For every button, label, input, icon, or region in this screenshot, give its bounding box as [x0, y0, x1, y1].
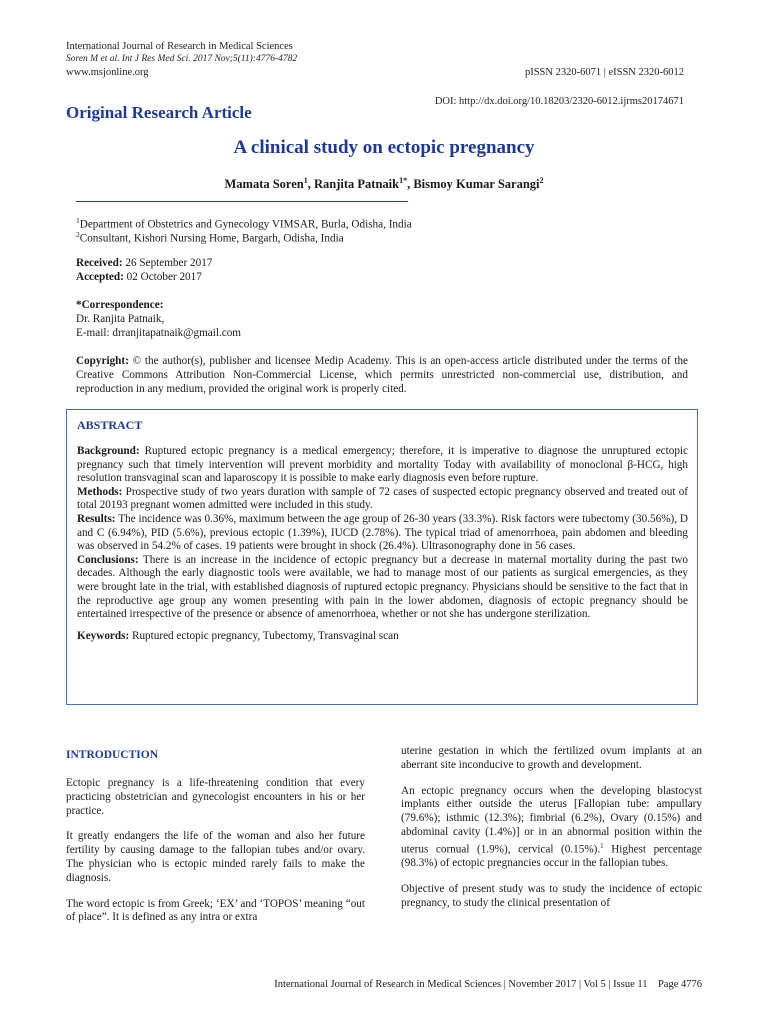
divider	[76, 201, 408, 202]
paragraph: It greatly endangers the life of the woman and also her future fertility by causing damage to the fallopian tubes and/or ovary. The physician who is ectopic minded rarely fails to make the diagnosis.	[66, 830, 365, 884]
page-footer: International Journal of Research in Medical Sciences | November 2017 | Vol 5 | Issue 11 Page 4776	[274, 979, 702, 990]
copyright-notice	[76, 354, 688, 396]
author-affiliation-mark: 1	[303, 176, 308, 185]
abstract-background: Background: Ruptured ectopic pregnancy is a medical emergency; therefore, it is imperative to diagnose the unruptured ectopic pregnancy such that timely intervention will prevent morbidity and mortality Today with availability of monoclonal β-HCG, high resolution transvaginal scan and laparoscopy it is possible to make early diagnosis even before rupture.	[77, 445, 688, 485]
author-name: Mamata Soren	[224, 177, 304, 192]
received-label: Received:	[76, 257, 123, 269]
abstract-body	[77, 445, 688, 643]
author-name: Ranjita Patnaik	[314, 177, 400, 192]
paragraph: The word ectopic is from Greek; ‘EX’ and ‘TOPOS’ meaning “out of place”. It is defined as any intra or extra	[66, 897, 365, 924]
left-column	[66, 777, 365, 937]
paragraph: An ectopic pregnancy occurs when the developing blastocyst implants either outside the uterus [Fallopian tube: ampullary (79.6%); isthmic (12.3%); fimbrial (6.2%), Ovary (0.15%) and abdominal cavity (1.4%)] or in an abnormal position within the uterus cornual (1.9%), cervical (0.15%).$^1$ Highest percentage (98.3%) of ectopic pregnancies occur in the fallopian tubes.	[401, 784, 703, 870]
affiliation	[76, 228, 344, 246]
author-affiliation-mark: 1*	[399, 176, 408, 185]
abstract-heading: ABSTRACT	[77, 418, 143, 432]
received-value: 26 September 2017	[125, 257, 213, 269]
correspondence-label: *Correspondence:	[76, 299, 164, 311]
author-list: Mamata Soren$^1$, Ranjita Patnaik$^{1*}$, Bismoy Kumar Sarangi$^2$	[224, 176, 544, 192]
doi-link[interactable]: DOI: http://dx.doi.org/10.18203/2320-6012.ijrms20174671	[434, 96, 684, 107]
article-type: Original Research Article	[66, 103, 252, 122]
website-link[interactable]: www.msjonline.org	[66, 67, 149, 78]
affiliation-mark: 2	[76, 230, 80, 239]
correspondence-name: Dr. Ranjita Patnaik,	[76, 313, 165, 325]
received-date	[76, 256, 212, 270]
accepted-date	[76, 270, 202, 284]
author-affiliation-mark: 2	[539, 176, 544, 185]
paragraph: Ectopic pregnancy is a life-threatening condition that every practicing obstetrician and gynecologist encounters in his or her practice.	[66, 777, 365, 817]
citation: Soren M et al. Int J Res Med Sci. 2017 Nov;5(11):4776-4782	[66, 54, 298, 64]
right-column	[401, 745, 702, 923]
author-name: Bismoy Kumar Sarangi	[413, 177, 540, 192]
affiliation-text: Consultant, Kishori Nursing Home, Bargarh, Odisha, India	[79, 232, 344, 245]
issn: pISSN 2320-6071 | eISSN 2320-6012	[524, 67, 684, 78]
paragraph: uterine gestation in which the fertilized ovum implants at an aberrant site inconducive to growth and development.	[401, 745, 702, 771]
abstract-conclusions: Conclusions: There is an increase in the incidence of ectopic pregnancy but a decrease in maternal mortality during the past two decades. Although the early diagnostic tools were available, we had to manage most of our patients as surgical emergencies, as they were brought late in the trial, with established diagnosis of ruptured ectopic pregnancy. Physicians should be sensitive to the fact that in the reproductive age group any women presenting with pain in the lower abdomen, diagnosis of ectopic pregnancy should be entertained irrespective of the presence or absence of amenorrhoea, whether or not she has undergone sterilization.	[77, 553, 688, 621]
introduction-heading: INTRODUCTION	[66, 749, 159, 761]
affiliation-mark: 1	[76, 216, 80, 225]
abstract-results: Results: The incidence was 0.36%, maximum between the age group of 26-30 years (33.3%). Risk factors were tubectomy (30.56%), D and C (6.94%), PID (5.6%), previous ectopic (1.39%), IUCD (2.78%). The typical triad of amenorrhoea, pain abdomen and bleeding was observed in 54.2% of cases. 19 patients were brought in shock (26.4%). Ultrasonography done in 56 cases.	[77, 512, 688, 553]
accepted-label: Accepted:	[76, 271, 124, 283]
accepted-value: 02 October 2017	[126, 271, 202, 283]
journal-name: International Journal of Research in Medical Sciences	[66, 41, 293, 52]
copyright-label: Copyright:	[76, 355, 129, 367]
article-title: A clinical study on ectopic pregnancy	[233, 137, 535, 158]
copyright-text: © the author(s), publisher and licensee Medip Academy. This is an open-access article distributed under the terms of the Creative Commons Attribution Non-Commercial License, which permits unrestricted non-commercial use, distribution, and reproduction in any medium, provided the original work is properly cited.	[76, 355, 688, 395]
paragraph: Objective of present study was to study the incidence of ectopic pregnancy, to study the clinical presentation of	[401, 883, 702, 909]
abstract-box	[66, 409, 698, 705]
affiliation-text: Department of Obstetrics and Gynecology VIMSAR, Burla, Odisha, India	[79, 218, 412, 231]
correspondence-email[interactable]: E-mail: drranjitapatnaik@gmail.com	[76, 327, 242, 339]
abstract-keywords: Keywords: Ruptured ectopic pregnancy, Tubectomy, Transvaginal scan	[77, 629, 399, 642]
reference-mark[interactable]: 1	[600, 841, 604, 850]
abstract-methods: Methods: Prospective study of two years duration with sample of 72 cases of suspected ectopic pregnancy observed and treated out of total 20193 pregnant women admitted were included in this study.	[77, 485, 689, 512]
